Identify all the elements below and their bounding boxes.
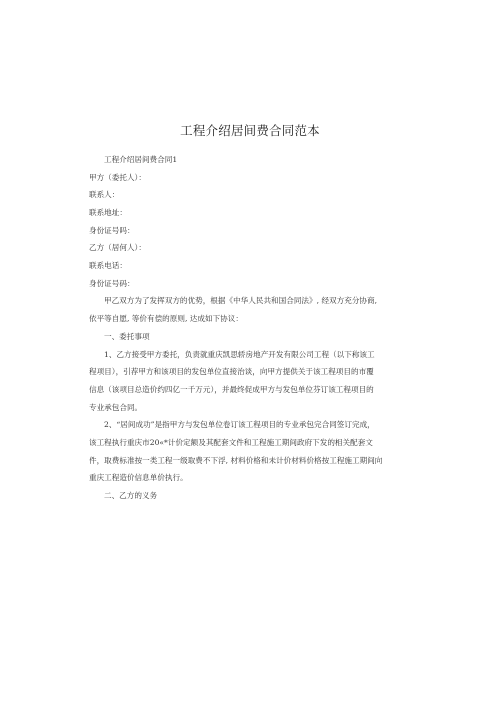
contact-phone-label: 联系电话：	[89, 261, 127, 270]
clause-1-line-2: 程项目），引荐甲方和该项目的发包单位直接治谈，向甲方提供关于该工程项目的市覆	[89, 367, 374, 376]
clause-2-line-3: 件，取费标准按一类工程一级取费不下浮, 材料价格和未计价材料价格按工程施工期间向	[89, 456, 383, 465]
clause-2-line-1: 2、“居间成功”是指甲方与发包单位卷订该工程项目的专业承包完合同签订完成，	[104, 420, 375, 429]
clause-1-line-3: 信息（该项目总造价约四亿一千万元），并最终促成甲方与发包单位芬订该工程项目的	[89, 385, 374, 394]
section-1-heading: 一、委托事项	[104, 332, 150, 341]
contract-subtitle: 工程介绍居间费合同1	[104, 155, 178, 164]
party-b-label: 乙方（居何人）：	[89, 243, 146, 252]
party-a-label: 甲方（委托人）：	[89, 173, 146, 182]
clause-2-line-2: 该工程执行重庆市20«*计价定额及其配套文件和工程施工期间政府下发的相关配套文	[89, 438, 373, 447]
section-2-heading: 二、乙方的义务	[104, 491, 158, 500]
intro-line-2: 依平等自愿, 等价有偿的原则, 达成如下协议：	[89, 314, 243, 323]
id-number-label-b: 身份证号码：	[89, 279, 135, 288]
contact-address-label: 联系地址：	[89, 208, 127, 217]
clause-1-line-4: 专业承包合同。	[89, 403, 143, 412]
contact-person-label: 联系人：	[89, 190, 120, 199]
intro-line-1: 甲乙双方为了发挥双方的优势，根据《中华人民共和国合同法》, 经双方充分协商,	[104, 296, 378, 305]
clause-1-line-1: 1、乙方接受甲方委托，负责就重庆凯思轿房地产开发有限公司工程（以下称该工	[104, 350, 375, 359]
clause-2-line-4: 重庆工程造价信息单价执行。	[89, 473, 188, 482]
document-title: 工程介绍居间费合同范本	[180, 123, 320, 138]
id-number-label-a: 身份证号吗：	[89, 226, 135, 235]
